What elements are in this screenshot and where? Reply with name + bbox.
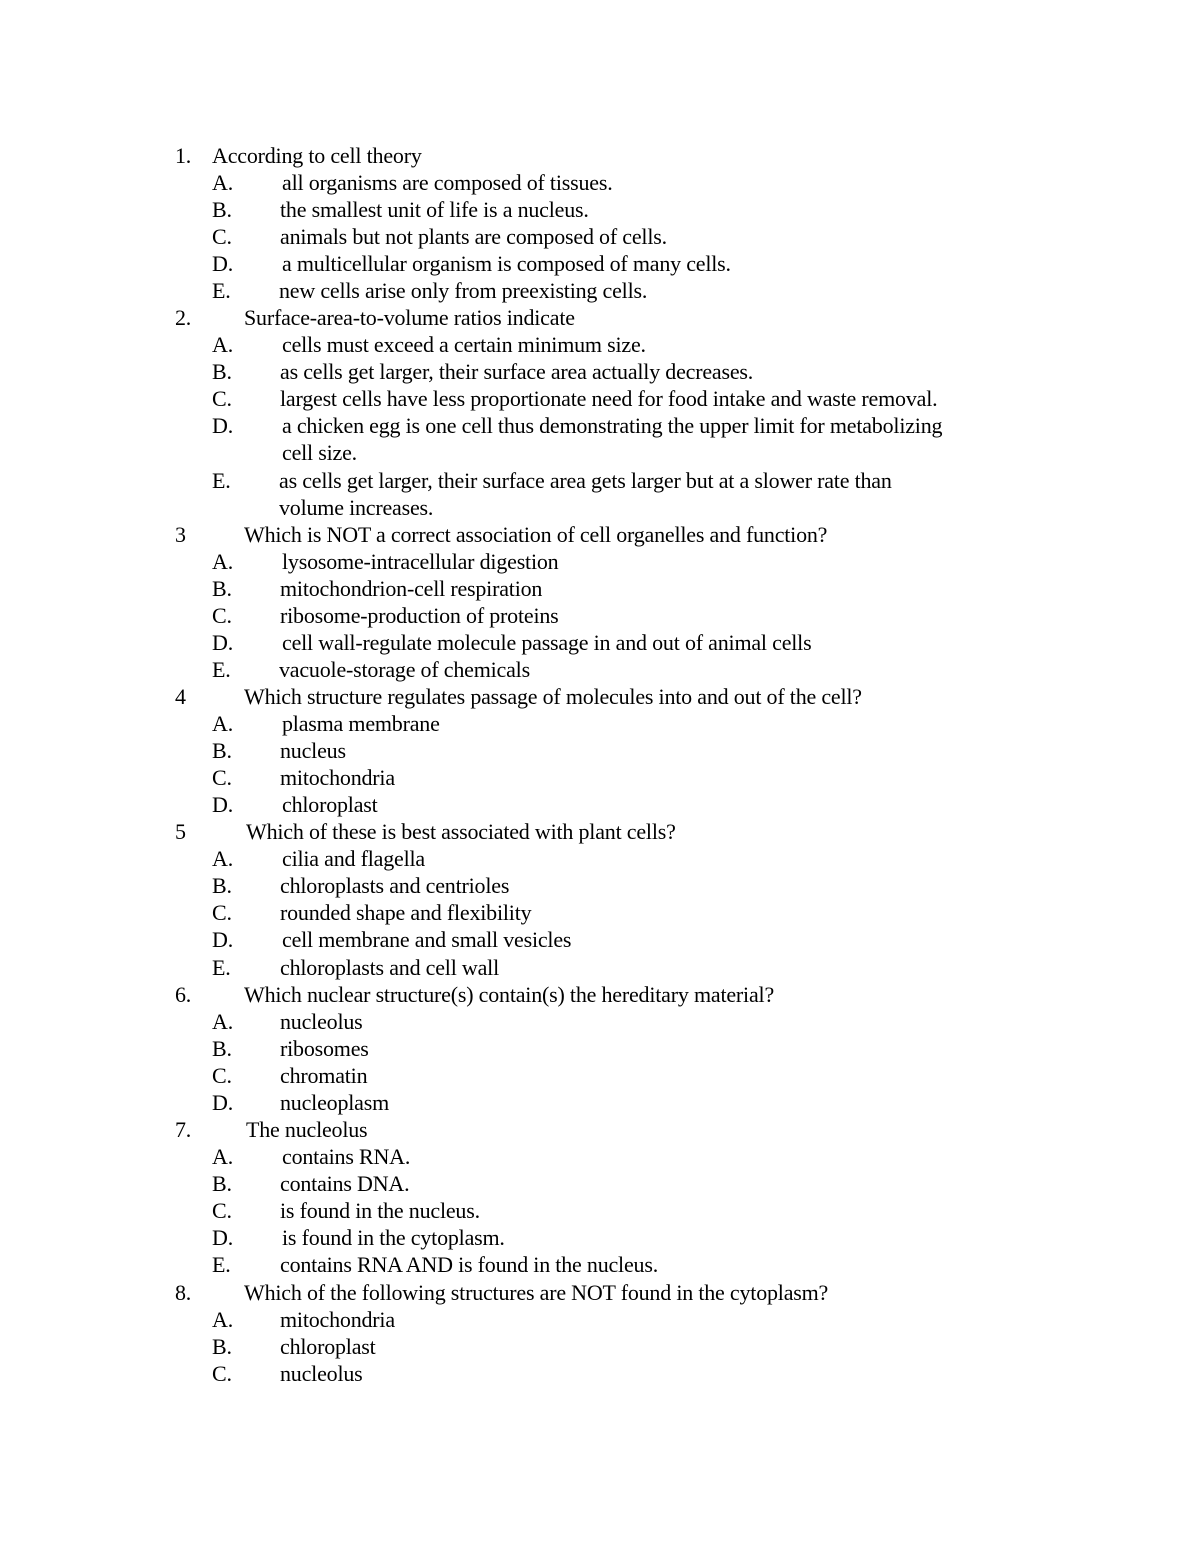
q1-option-e-text: new cells arise only from preexisting cells. xyxy=(279,278,648,303)
q8-option-c-letter: C. xyxy=(212,1361,232,1386)
question-3-text: Which is NOT a correct association of cell organelles and function? xyxy=(244,522,828,547)
q2-option-c-letter: C. xyxy=(212,386,232,411)
question-6-text: Which nuclear structure(s) contain(s) the hereditary material? xyxy=(244,982,775,1007)
q6-option-c-letter: C. xyxy=(212,1063,232,1088)
q7-option-b-text: contains DNA. xyxy=(280,1171,410,1196)
q7-option-d-letter: D. xyxy=(212,1225,233,1250)
q1-option-b-text: the smallest unit of life is a nucleus. xyxy=(280,197,589,222)
q2-option-b-text: as cells get larger, their surface area actually decreases. xyxy=(280,359,754,384)
question-7-text: The nucleolus xyxy=(246,1117,368,1142)
q2-option-e-text-continued: volume increases. xyxy=(279,495,434,520)
q5-option-c-letter: C. xyxy=(212,900,232,925)
q1-option-d-text: a multicellular organism is composed of many cells. xyxy=(282,251,731,276)
q6-option-a-letter: A. xyxy=(212,1009,233,1034)
q4-option-b-letter: B. xyxy=(212,738,232,763)
q7-option-c-letter: C. xyxy=(212,1198,232,1223)
q1-option-c-letter: C. xyxy=(212,224,232,249)
q6-option-d-text: nucleoplasm xyxy=(280,1090,389,1115)
q7-option-a-text: contains RNA. xyxy=(282,1144,411,1169)
q2-option-a-letter: A. xyxy=(212,332,233,357)
q6-option-b-letter: B. xyxy=(212,1036,232,1061)
question-4-number: 4 xyxy=(175,684,186,709)
q4-option-a-letter: A. xyxy=(212,711,233,736)
q5-option-d-text: cell membrane and small vesicles xyxy=(282,927,572,952)
q1-option-e-letter: E. xyxy=(212,278,231,303)
q2-option-b-letter: B. xyxy=(212,359,232,384)
q4-option-b-text: nucleus xyxy=(280,738,346,763)
q8-option-b-letter: B. xyxy=(212,1334,232,1359)
question-8-text: Which of the following structures are NOT found in the cytoplasm? xyxy=(244,1280,829,1305)
q1-option-d-letter: D. xyxy=(212,251,233,276)
q3-option-e-letter: E. xyxy=(212,657,231,682)
question-4-text: Which structure regulates passage of molecules into and out of the cell? xyxy=(244,684,862,709)
q3-option-e-text: vacuole-storage of chemicals xyxy=(279,657,530,682)
question-6-number: 6. xyxy=(175,982,192,1007)
q5-option-a-text: cilia and flagella xyxy=(282,846,425,871)
q4-option-c-text: mitochondria xyxy=(280,765,395,790)
q4-option-a-text: plasma membrane xyxy=(282,711,440,736)
q3-option-a-letter: A. xyxy=(212,549,233,574)
q8-option-b-text: chloroplast xyxy=(280,1334,376,1359)
q4-option-d-text: chloroplast xyxy=(282,792,378,817)
q1-option-a-text: all organisms are composed of tissues. xyxy=(282,170,613,195)
q4-option-c-letter: C. xyxy=(212,765,232,790)
question-1-text: According to cell theory xyxy=(212,143,422,168)
question-7-number: 7. xyxy=(175,1117,192,1142)
q1-option-a-letter: A. xyxy=(212,170,233,195)
q5-option-e-letter: E. xyxy=(212,955,231,980)
q2-option-c-text: largest cells have less proportionate need for food intake and waste removal. xyxy=(280,386,938,411)
q8-option-a-text: mitochondria xyxy=(280,1307,395,1332)
q5-option-e-text: chloroplasts and cell wall xyxy=(280,955,500,980)
q3-option-d-text: cell wall-regulate molecule passage in and out of animal cells xyxy=(282,630,812,655)
q5-option-a-letter: A. xyxy=(212,846,233,871)
q8-option-c-text: nucleolus xyxy=(280,1361,363,1386)
q2-option-d-text-continued: cell size. xyxy=(282,440,357,465)
q7-option-a-letter: A. xyxy=(212,1144,233,1169)
q6-option-a-text: nucleolus xyxy=(280,1009,363,1034)
question-5-number: 5 xyxy=(175,819,186,844)
q3-option-b-letter: B. xyxy=(212,576,232,601)
q1-option-b-letter: B. xyxy=(212,197,232,222)
q3-option-a-text: lysosome-intracellular digestion xyxy=(282,549,559,574)
q4-option-d-letter: D. xyxy=(212,792,233,817)
q7-option-e-text: contains RNA AND is found in the nucleus. xyxy=(280,1252,658,1277)
q1-option-c-text: animals but not plants are composed of cells. xyxy=(280,224,667,249)
q3-option-c-letter: C. xyxy=(212,603,232,628)
q5-option-d-letter: D. xyxy=(212,927,233,952)
question-5-text: Which of these is best associated with plant cells? xyxy=(246,819,676,844)
q6-option-b-text: ribosomes xyxy=(280,1036,369,1061)
question-8-number: 8. xyxy=(175,1280,192,1305)
q2-option-e-letter: E. xyxy=(212,468,231,493)
q5-option-b-text: chloroplasts and centrioles xyxy=(280,873,510,898)
q5-option-b-letter: B. xyxy=(212,873,232,898)
q3-option-d-letter: D. xyxy=(212,630,233,655)
q6-option-c-text: chromatin xyxy=(280,1063,368,1088)
q6-option-d-letter: D. xyxy=(212,1090,233,1115)
q2-option-d-text: a chicken egg is one cell thus demonstrating the upper limit for metabolizing xyxy=(282,413,943,438)
q2-option-e-text: as cells get larger, their surface area gets larger but at a slower rate than xyxy=(279,468,892,493)
q3-option-b-text: mitochondrion-cell respiration xyxy=(280,576,543,601)
q7-option-c-text: is found in the nucleus. xyxy=(280,1198,480,1223)
q2-option-a-text: cells must exceed a certain minimum size. xyxy=(282,332,646,357)
q2-option-d-letter: D. xyxy=(212,413,233,438)
question-2-text: Surface-area-to-volume ratios indicate xyxy=(244,305,575,330)
question-1-number: 1. xyxy=(175,143,192,168)
q8-option-a-letter: A. xyxy=(212,1307,233,1332)
question-2-number: 2. xyxy=(175,305,192,330)
question-3-number: 3 xyxy=(175,522,186,547)
q5-option-c-text: rounded shape and flexibility xyxy=(280,900,532,925)
q7-option-d-text: is found in the cytoplasm. xyxy=(282,1225,505,1250)
q7-option-b-letter: B. xyxy=(212,1171,232,1196)
q7-option-e-letter: E. xyxy=(212,1252,231,1277)
q3-option-c-text: ribosome-production of proteins xyxy=(280,603,559,628)
